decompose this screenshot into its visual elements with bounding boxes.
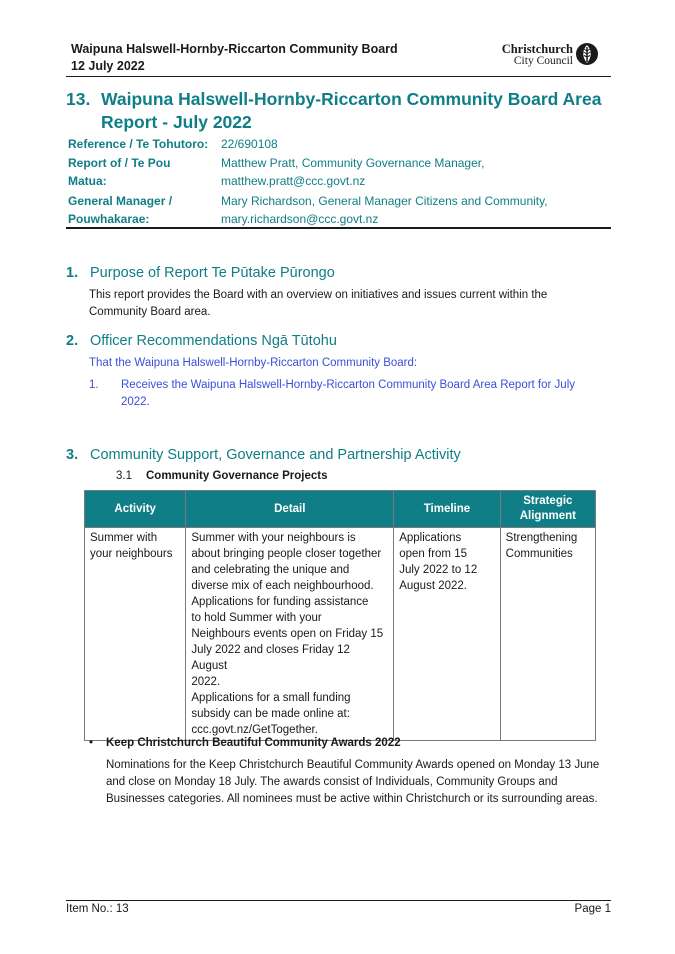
- fern-leaf-icon: [575, 42, 599, 66]
- footer-page-number: Page 1: [574, 903, 611, 915]
- cell-detail-line: about bringing people closer together: [191, 548, 382, 560]
- cell-timeline: [394, 528, 500, 741]
- cell-activity-line: Summer with: [90, 532, 158, 544]
- section-2-heading: [66, 331, 337, 351]
- awards-title: Keep Christchurch Beautiful Community Awards 2022: [106, 737, 401, 749]
- awards-text-line2: and close on Monday 18 July. The awards consist of Individuals, Community Groups and: [106, 776, 558, 788]
- cell-alignment-line: Strengthening: [505, 532, 578, 544]
- col-header-detail: Detail: [186, 491, 394, 528]
- meta-report-of-label-2: Matua:: [68, 174, 107, 188]
- recommendation-item-number: 1.: [89, 379, 99, 391]
- header-rule: [66, 76, 611, 77]
- recommendation-intro: That the Waipuna Halswell-Hornby-Riccarton Community Board:: [89, 357, 418, 369]
- section-1-text-line1: This report provides the Board with an overview on initiatives and issues current within the: [89, 289, 548, 301]
- meta-gm-label: General Manager /: [68, 194, 173, 208]
- recommendation-item-line2: 2022.: [121, 396, 150, 408]
- meta-report-of-value: Matthew Pratt, Community Governance Manager,: [221, 156, 485, 170]
- cell-detail-line: Applications for funding assistance: [191, 596, 369, 608]
- subsection-title: Community Governance Projects: [146, 470, 328, 482]
- recommendation-item-line1: Receives the Waipuna Halswell-Hornby-Riccarton Community Board Area Report for July: [121, 379, 576, 391]
- header-date: 12 July 2022: [71, 59, 145, 73]
- subsection-number: 3.1: [116, 470, 132, 482]
- meta-reference-label: Reference / Te Tohutoro:: [68, 137, 209, 151]
- cell-activity: [85, 528, 186, 741]
- section-3-heading: [66, 445, 461, 465]
- footer-rule: [66, 900, 611, 901]
- col-header-timeline: Timeline: [394, 491, 500, 528]
- cell-strategic-alignment: [500, 528, 595, 741]
- council-logo: [495, 42, 601, 66]
- cell-detail: [186, 528, 394, 741]
- awards-text-line1: Nominations for the Keep Christchurch Beautiful Community Awards opened on Monday 13 June: [106, 759, 600, 771]
- section-2-number: 2.: [66, 333, 79, 349]
- awards-text-line3: Businesses categories. All nominees must be active within Christchurch or its surrounding areas.: [106, 793, 598, 805]
- cell-detail-line: Summer with your neighbours is: [191, 532, 356, 544]
- meta-gm-label-2: Pouwhakarae:: [68, 212, 150, 226]
- governance-projects-table: [84, 490, 596, 741]
- logo-line1: Christchurch: [501, 42, 573, 56]
- report-number: 13.: [66, 89, 91, 109]
- section-3-number: 3.: [66, 447, 79, 463]
- cell-timeline-line: August 2022.: [399, 580, 467, 592]
- meta-gm-email: mary.richardson@ccc.govt.nz: [221, 212, 379, 226]
- cell-detail-line: July 2022 and closes Friday 12 August: [191, 644, 350, 672]
- cell-detail-line: diverse mix of each neighbourhood.: [191, 580, 374, 592]
- section-1-number: 1.: [66, 265, 79, 281]
- section-3-title: Community Support, Governance and Partnership Activity: [90, 447, 461, 463]
- cell-detail-line: Neighbours events open on Friday 15: [191, 628, 384, 640]
- cell-detail-line: to hold Summer with your: [191, 612, 322, 624]
- section-2-title: Officer Recommendations Ngā Tūtohu: [90, 333, 337, 349]
- title-block-rule: [66, 227, 611, 229]
- cell-detail-line: 2022.: [191, 676, 221, 688]
- report-title-line2: Report - July 2022: [101, 112, 252, 132]
- cell-alignment-line: Communities: [505, 548, 573, 560]
- col-header-activity: Activity: [85, 491, 186, 528]
- col-header-strategic-alignment: Strategic Alignment: [500, 491, 595, 528]
- meta-gm-value: Mary Richardson, General Manager Citizens and Community,: [221, 194, 548, 208]
- logo-line2: City Council: [513, 55, 573, 67]
- cell-detail-line: ccc.govt.nz/GetTogether.: [191, 724, 318, 736]
- cell-timeline-line: open from 15: [399, 548, 467, 560]
- cell-timeline-line: Applications: [399, 532, 462, 544]
- section-1-title: Purpose of Report Te Pūtake Pūrongo: [90, 265, 335, 281]
- awards-bullet: •: [89, 737, 94, 749]
- meta-report-of-email: matthew.pratt@ccc.govt.nz: [221, 174, 366, 188]
- cell-detail-line: Applications for a small funding: [191, 692, 351, 704]
- meta-report-of-label: Report of / Te Pou: [68, 156, 171, 170]
- section-1-heading: [66, 263, 335, 283]
- section-1-text-line2: Community Board area.: [89, 306, 211, 318]
- cell-detail-line: and celebrating the unique and: [191, 564, 350, 576]
- meta-reference-value: 22/690108: [221, 137, 278, 151]
- report-title-line1: Waipuna Halswell-Hornby-Riccarton Community Board Area: [101, 89, 602, 109]
- header-board-name: Waipuna Halswell-Hornby-Riccarton Community Board: [71, 42, 398, 56]
- cell-timeline-line: July 2022 to 12: [399, 564, 478, 576]
- table-row: [85, 528, 596, 741]
- cell-detail-line: subsidy can be made online at:: [191, 708, 350, 720]
- cell-activity-line: your neighbours: [90, 548, 173, 560]
- table-header-row: [85, 491, 596, 528]
- footer-item-number: Item No.: 13: [66, 903, 129, 915]
